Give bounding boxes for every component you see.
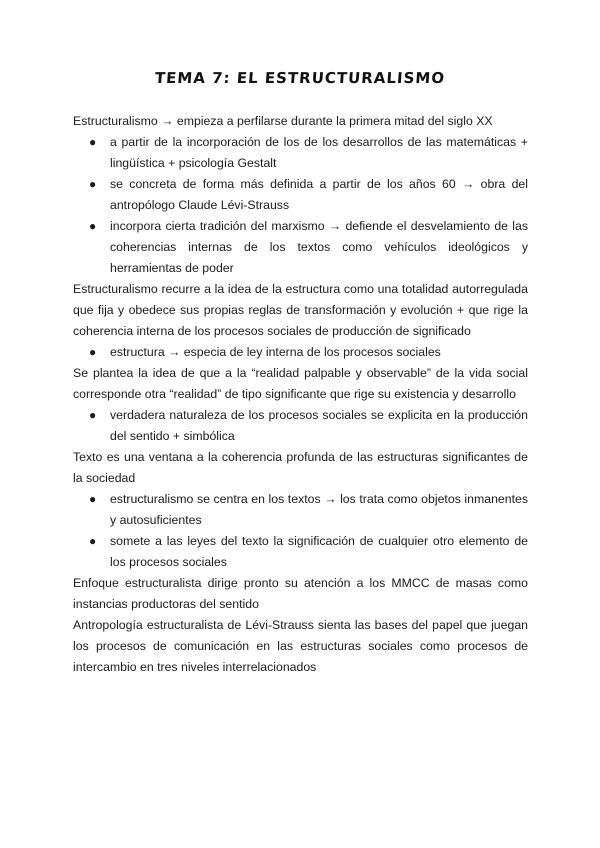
list-item-text: se concreta de forma más definida a partir de los años 60 → obra del antropólogo Claude Lévi-Strauss — [110, 177, 528, 212]
bullet-icon: ● — [89, 408, 97, 422]
list-item — [73, 216, 528, 279]
list-item — [73, 132, 528, 174]
list-item-text: somete a las leyes del texto la significación de cualquier otro elemento de los procesos sociales — [110, 534, 528, 569]
list-item-text: verdadera naturaleza de los procesos sociales se explicita en la producción del sentido + simbólica — [110, 408, 528, 443]
document-title: TEMA 7: EL ESTRUCTURALISMO — [154, 69, 446, 87]
paragraph: Texto es una ventana a la coherencia profunda de las estructuras significantes de la sociedad — [73, 450, 528, 485]
paragraph: Se plantea la idea de que a la “realidad palpable y observable” de la vida social corresponde otra “realidad” de tipo significante que rige su existencia y desarrollo — [73, 366, 528, 401]
bullet-icon: ● — [89, 219, 97, 233]
bullet-icon: ● — [89, 177, 97, 191]
list-item-text: estructura → especia de ley interna de los procesos sociales — [110, 345, 441, 359]
bullet-list — [73, 405, 528, 447]
bullet-list — [73, 489, 528, 573]
paragraph: Estructuralismo recurre a la idea de la estructura como una totalidad autorregulada que fija y obedece sus propias reglas de transformación y evolución + que rige la coherencia interna de los procesos sociales de producción de significado — [73, 282, 528, 338]
document-body — [73, 111, 528, 678]
list-item-text: incorpora cierta tradición del marxismo → defiende el desvelamiento de las coherencias internas de los textos como vehículos ideológicos y herramientas de poder — [110, 219, 528, 275]
bullet-list — [73, 342, 528, 363]
bullet-icon: ● — [89, 345, 97, 359]
list-item — [73, 405, 528, 447]
paragraph: Antropología estructuralista de Lévi-Strauss sienta las bases del papel que juegan los procesos de comunicación en las estructuras sociales como procesos de intercambio en tres niveles interrelacionados — [73, 618, 528, 674]
bullet-icon: ● — [89, 135, 97, 149]
list-item-text: a partir de la incorporación de los de los desarrollos de las matemáticas + lingüística + psicología Gestalt — [110, 135, 528, 170]
paragraph: Estructuralismo → empieza a perfilarse durante la primera mitad del siglo XX — [73, 114, 493, 128]
list-item — [73, 489, 528, 531]
list-item — [73, 342, 528, 363]
list-item — [73, 531, 528, 573]
list-item-text: estructuralismo se centra en los textos → los trata como objetos inmanentes y autosuficientes — [110, 492, 528, 527]
bullet-list — [73, 132, 528, 279]
bullet-icon: ● — [89, 534, 97, 548]
list-item — [73, 174, 528, 216]
paragraph: Enfoque estructuralista dirige pronto su atención a los MMCC de masas como instancias productoras del sentido — [73, 576, 528, 611]
bullet-icon: ● — [89, 492, 97, 506]
